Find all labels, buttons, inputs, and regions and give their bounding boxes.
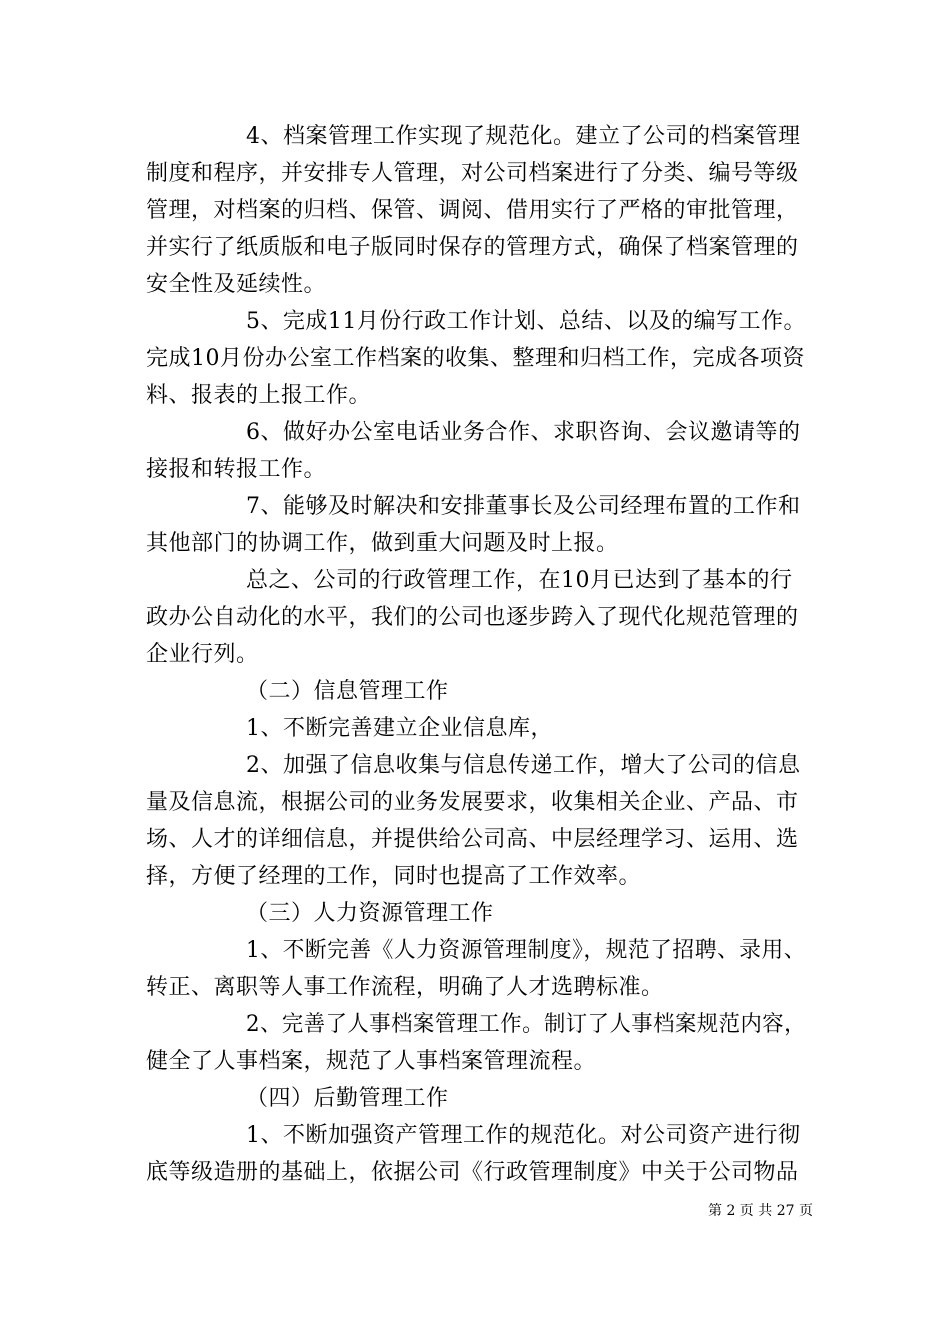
text-line: 转正、离职等人事工作流程，明确了人才选聘标准。 <box>146 975 664 1000</box>
text-line: 6、做好办公室电话业务合作、求职咨询、会议邀请等的 <box>246 420 801 445</box>
text-line: 完成10月份办公室工作档案的收集、整理和归档工作，完成各项资 <box>146 346 805 371</box>
text-line: 量及信息流，根据公司的业务发展要求，收集相关企业、产品、市 <box>146 790 799 815</box>
text-line: 择，方便了经理的工作，同时也提高了工作效率。 <box>146 864 642 889</box>
text-line: 政办公自动化的水平，我们的公司也逐步跨入了现代化规范管理的 <box>146 605 799 630</box>
text-line: 管理，对档案的归档、保管、调阅、借用实行了严格的审批管理， <box>146 198 799 223</box>
text-line: 5、完成11月份行政工作计划、总结、以及的编写工作。 <box>246 309 806 334</box>
text-line: 其他部门的协调工作，做到重大问题及时上报。 <box>146 531 619 556</box>
text-line: 企业行列。 <box>146 642 259 667</box>
section-heading: （四）后勤管理工作 <box>246 1086 449 1111</box>
text-line: 1、不断完善建立企业信息库， <box>246 716 553 741</box>
section-heading: （二）信息管理工作 <box>246 679 449 704</box>
text-line: 底等级造册的基础上，依据公司《行政管理制度》中关于公司物品 <box>146 1160 799 1185</box>
text-line: 2、加强了信息收集与信息传递工作，增大了公司的信息 <box>246 753 801 778</box>
text-line: 安全性及延续性。 <box>146 272 327 297</box>
text-line: 接报和转报工作。 <box>146 457 327 482</box>
text-line: 1、不断加强资产管理工作的规范化。对公司资产进行彻 <box>246 1123 801 1148</box>
text-line: 并实行了纸质版和电子版同时保存的管理方式，确保了档案管理的 <box>146 235 799 260</box>
text-line: 健全了人事档案，规范了人事档案管理流程。 <box>146 1049 597 1074</box>
text-line: 总之、公司的行政管理工作，在10月已达到了基本的行 <box>246 568 793 593</box>
text-line: 1、不断完善《人力资源管理制度》，规范了招聘、录用、 <box>246 938 807 963</box>
text-line: 4、档案管理工作实现了规范化。建立了公司的档案管理 <box>246 124 801 149</box>
text-line: 制度和程序，并安排专人管理，对公司档案进行了分类、编号等级 <box>146 161 799 186</box>
text-line: 7、能够及时解决和安排董事长及公司经理布置的工作和 <box>246 494 801 519</box>
page-footer: 第 2 页 共 27 页 <box>708 1203 813 1219</box>
text-line: 场、人才的详细信息，并提供给公司高、中层经理学习、运用、选 <box>146 827 799 852</box>
text-line: 2、完善了人事档案管理工作。制订了人事档案规范内容， <box>246 1012 806 1037</box>
text-line: 料、报表的上报工作。 <box>146 383 372 408</box>
section-heading: （三）人力资源管理工作 <box>246 901 494 926</box>
